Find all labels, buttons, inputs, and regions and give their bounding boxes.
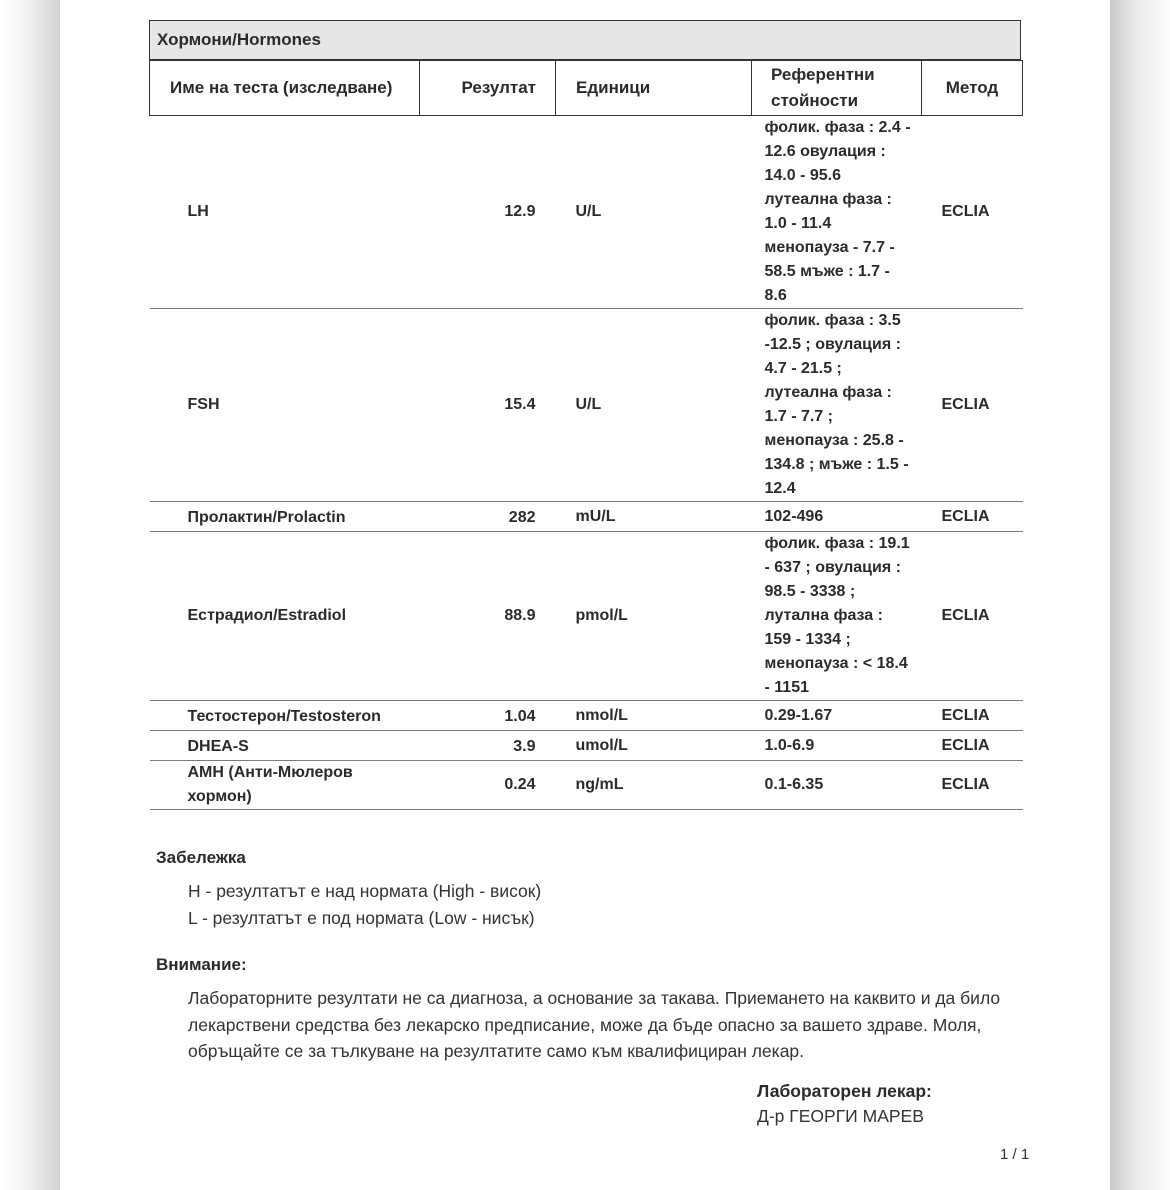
- header-units: Единици: [556, 61, 752, 116]
- header-test-name: Име на теста (изследване): [150, 61, 420, 116]
- warning-text: Лабораторните резултати не са диагноза, а основание за такава. Приемането на каквито и да било лекарствени средства без лекарско предписание, може да бъде опасно за вашето здраве. Моля, обръщайте се за тълкуване на резултатите само към квалифициран лекар.: [188, 988, 1001, 1061]
- results-table: [149, 60, 1023, 810]
- test-reference: 1.0-6.9: [752, 731, 922, 761]
- test-units: nmol/L: [556, 701, 752, 731]
- test-units: umol/L: [556, 731, 752, 761]
- test-reference: 102-496: [752, 502, 922, 532]
- section-title: Хормони/Hormones: [157, 30, 321, 49]
- test-name: AMH (Анти-Мюлеров хормон): [150, 761, 420, 810]
- test-method: ECLIA: [922, 502, 1023, 532]
- test-reference: фолик. фаза : 19.1 - 637 ; овулация : 98.5 - 3338 ; лутална фаза : 159 - 1334 ; менопауза : < 18.4 - 1151: [752, 532, 922, 701]
- table-row: [150, 701, 1023, 731]
- header-result: Резултат: [420, 61, 556, 116]
- warning-title: Внимание:: [156, 955, 247, 974]
- viewer-shadow-right: [1110, 0, 1170, 1190]
- test-name: LH: [150, 116, 420, 309]
- table-row: [150, 502, 1023, 532]
- table-row: [150, 309, 1023, 502]
- test-result: 0.24: [420, 761, 556, 810]
- table-row: [150, 761, 1023, 810]
- test-result: 15.4: [420, 309, 556, 502]
- test-name: FSH: [150, 309, 420, 502]
- test-units: mU/L: [556, 502, 752, 532]
- test-name: Пролактин/Prolactin: [150, 502, 420, 532]
- test-reference: 0.29-1.67: [752, 701, 922, 731]
- doctor-name: Д-р ГЕОРГИ МАРЕВ: [757, 1106, 924, 1126]
- note-high: H - резултатът е над нормата (High - висок): [188, 881, 542, 901]
- test-units: U/L: [556, 116, 752, 309]
- test-method: ECLIA: [922, 116, 1023, 309]
- test-method: ECLIA: [922, 761, 1023, 810]
- table-row: [150, 731, 1023, 761]
- document-page: [60, 0, 1110, 1190]
- test-method: ECLIA: [922, 701, 1023, 731]
- note-low: L - резултатът е под нормата (Low - нисък): [188, 908, 535, 928]
- test-method: ECLIA: [922, 532, 1023, 701]
- test-units: U/L: [556, 309, 752, 502]
- test-reference: 0.1-6.35: [752, 761, 922, 810]
- header-method: Метод: [922, 61, 1023, 116]
- viewer-shadow-left: [0, 0, 60, 1190]
- test-name: Естрадиол/Estradiol: [150, 532, 420, 701]
- test-reference: фолик. фаза : 2.4 - 12.6 овулация : 14.0 - 95.6 лутеална фаза : 1.0 - 11.4 менопауза - 7.7 - 58.5 мъже : 1.7 - 8.6: [752, 116, 922, 309]
- test-method: ECLIA: [922, 731, 1023, 761]
- test-result: 88.9: [420, 532, 556, 701]
- test-method: ECLIA: [922, 309, 1023, 502]
- table-row: [150, 532, 1023, 701]
- test-result: 1.04: [420, 701, 556, 731]
- section-header: [149, 20, 1021, 60]
- test-reference: фолик. фаза : 3.5 -12.5 ; овулация : 4.7 - 21.5 ; лутеална фаза : 1.7 - 7.7 ; менопауза : 25.8 - 134.8 ; мъже : 1.5 - 12.4: [752, 309, 922, 502]
- notes-title: Забележка: [156, 848, 246, 867]
- test-units: pmol/L: [556, 532, 752, 701]
- doctor-label: Лабораторен лекар:: [757, 1081, 932, 1101]
- header-reference: Референтни стойности: [752, 61, 922, 116]
- test-result: 3.9: [420, 731, 556, 761]
- test-result: 282: [420, 502, 556, 532]
- page-number: 1 / 1: [1000, 1146, 1030, 1163]
- table-header-row: [150, 61, 1023, 116]
- test-units: ng/mL: [556, 761, 752, 810]
- test-result: 12.9: [420, 116, 556, 309]
- test-name: DHEA-S: [150, 731, 420, 761]
- table-row: [150, 116, 1023, 309]
- test-name: Тестостерон/Testosteron: [150, 701, 420, 731]
